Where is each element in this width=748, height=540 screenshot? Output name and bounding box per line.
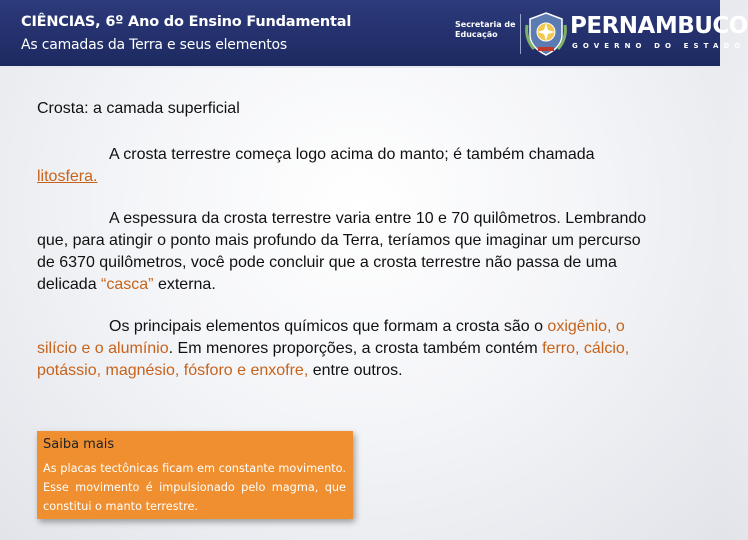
state-government-label: GOVERNO DO ESTADO — [572, 42, 746, 50]
p3-text-a: Os principais elementos químicos que formam a crosta são o — [109, 318, 548, 335]
litosfera-link[interactable]: litosfera. — [37, 168, 98, 185]
state-name-logo: PERNAMBUCO — [570, 13, 748, 39]
minor-elements-highlight: ferro, cálcio, potássio, magnésio, fósforo e enxofre, — [37, 340, 630, 379]
saiba-mais-text: As placas tectônicas ficam em constante movimento. Esse movimento é impulsionado pelo magma, que constitui o manto terrestre. — [43, 462, 346, 513]
p3-text-c: entre outros. — [308, 362, 403, 379]
main-elements-highlight: oxigênio, o silício e o alumínio — [37, 318, 625, 357]
saiba-mais-box — [37, 431, 353, 519]
main-content — [37, 98, 659, 402]
p1-text: A crosta terrestre começa logo acima do manto; é também chamada — [109, 146, 595, 163]
course-title: CIÊNCIAS, 6º Ano do Ensino Fundamental — [21, 14, 352, 30]
section-title: Crosta: a camada superficial — [37, 100, 240, 117]
p2-text-a: A espessura da crosta terrestre varia entre 10 e 70 quilômetros. Lembrando que, para atingir o ponto mais profundo da Terra, teríamos que imaginar um percurso de 6370 quilômetros, você pode concluir que a crosta terrestre não passa de uma delicada — [37, 210, 647, 293]
logo-divider — [520, 14, 521, 54]
p3-text-b: . Em menores proporções, a crosta também contém — [168, 340, 543, 357]
secretaria-logo-text — [455, 20, 517, 40]
slide-header — [0, 0, 748, 68]
lesson-subtitle: As camadas da Terra e seus elementos — [21, 37, 287, 53]
paragraph-3 — [37, 316, 659, 382]
state-seal-icon — [524, 11, 568, 57]
paragraph-1 — [37, 144, 659, 188]
casca-highlight: “casca” — [101, 276, 154, 293]
saiba-mais-title: Saiba mais — [43, 437, 115, 452]
paragraph-2 — [37, 208, 659, 296]
secretaria-line-1: Secretaria de — [455, 20, 516, 29]
secretaria-line-2: Educação — [455, 30, 498, 39]
p2-text-b: externa. — [153, 276, 216, 293]
